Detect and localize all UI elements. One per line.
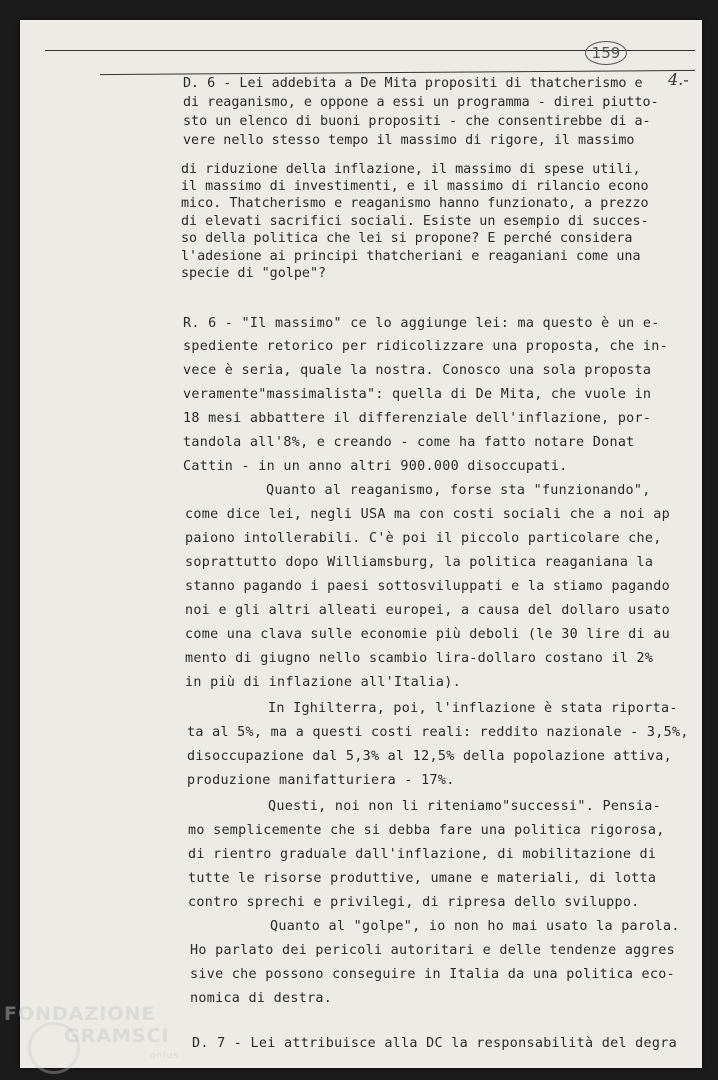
text-line: ta al 5%, ma a questi costi reali: reddito nazionale - 3,5%, [187, 725, 689, 740]
text-line: In Ighilterra, poi, l'inflazione è stata riporta- [268, 701, 678, 716]
watermark-line1: FONDAZIONE [4, 1003, 156, 1025]
watermark-line3: onlus [150, 1051, 180, 1061]
text-line: mico. Thatcherismo e reaganismo hanno funzionato, a prezzo [181, 196, 649, 211]
watermark [4, 1003, 180, 1061]
text-line: spediente retorico per ridicolizzare una proposta, che in- [183, 339, 668, 354]
text-line: vece è seria, quale la nostra. Conosco una sola proposta [183, 363, 652, 378]
text-line: Ho parlato dei pericoli autoritari e delle tendenze aggres [190, 943, 675, 958]
text-line: D. 6 - Lei addebita a De Mita propositi di thatcherismo e [183, 76, 643, 91]
text-line: vere nello stesso tempo il massimo di rigore, il massimo [183, 133, 635, 148]
text-line: sto un elenco di buoni propositi - che consentirebbe di a- [183, 114, 651, 129]
text-line: Quanto al "golpe", io non ho mai usato la parola. [270, 919, 680, 934]
text-line: noi e gli altri alleati europei, a causa del dollaro usato [185, 603, 670, 618]
text-line: tandola all'8%, e creando - come ha fatto notare Donat [183, 435, 635, 450]
text-line: Questi, noi non li riteniamo"successi". Pensia- [268, 799, 662, 814]
page-number-stamp: 159 [585, 41, 627, 65]
text-line: Cattin - in un anno altri 900.000 disoccupati. [183, 459, 568, 474]
text-line: di riduzione della inflazione, il massimo di spese utili, [181, 162, 641, 177]
text-line: specie di "golpe"? [181, 266, 327, 281]
text-line: sive che possono conseguire in Italia da una politica eco- [190, 967, 675, 982]
text-line: il massimo di investimenti, e il massimo di rilancio econo [181, 179, 649, 194]
text-line: stanno pagando i paesi sottosviluppati e la stiamo pagando [185, 579, 670, 594]
page-mark: 4.- [668, 70, 689, 89]
text-line: Quanto al reaganismo, forse sta "funzionando", [266, 483, 651, 498]
text-line: come dice lei, negli USA ma con costi sociali che a noi ap [185, 507, 670, 522]
text-line: di reaganismo, e oppone a essi un programma - direi piutto- [183, 95, 659, 110]
text-line: in più di inflazione all'Italia). [185, 675, 461, 690]
text-line: R. 6 - "Il massimo" ce lo aggiunge lei: ma questo è un e- [183, 316, 660, 331]
text-line: nomica di destra. [190, 991, 333, 1006]
text-line: paiono intollerabili. C'è poi il piccolo particolare che, [185, 531, 662, 546]
text-line: soprattutto dopo Williamsburg, la politica reaganiana la [185, 555, 654, 570]
text-line: di elevati sacrifici sociali. Esiste un esempio di succes- [181, 214, 649, 229]
text-line: produzione manifatturiera - 17%. [187, 773, 455, 788]
text-line: disoccupazione dal 5,3% al 12,5% della popolazione attiva, [187, 749, 672, 764]
text-line: di rientro graduale dall'inflazione, di mobilitazione di [188, 847, 657, 862]
text-line: tutte le risorse produttive, umane e materiali, di lotta [188, 871, 657, 886]
text-line: 18 mesi abbattere il differenziale dell'inflazione, por- [183, 411, 652, 426]
text-line: mento di giugno nello scambio lira-dollaro costano il 2% [185, 651, 654, 666]
watermark-line2: GRAMSCI [64, 1025, 170, 1047]
text-line: so della politica che lei si propone? E perché considera [181, 231, 633, 246]
text-line: mo semplicemente che si debba fare una politica rigorosa, [188, 823, 665, 838]
text-line: l'adesione ai principi thatcheriani e reaganiani come una [181, 249, 641, 264]
text-line: veramente"massimalista": quella di De Mita, che vuole in [183, 387, 652, 402]
text-line: come una clava sulle economie più deboli (le 30 lire di au [185, 627, 670, 642]
text-line: D. 7 - Lei attribuisce alla DC la responsabilità del degra [192, 1036, 677, 1051]
text-line: contro sprechi e privilegi, di ripresa dello sviluppo. [188, 895, 640, 910]
